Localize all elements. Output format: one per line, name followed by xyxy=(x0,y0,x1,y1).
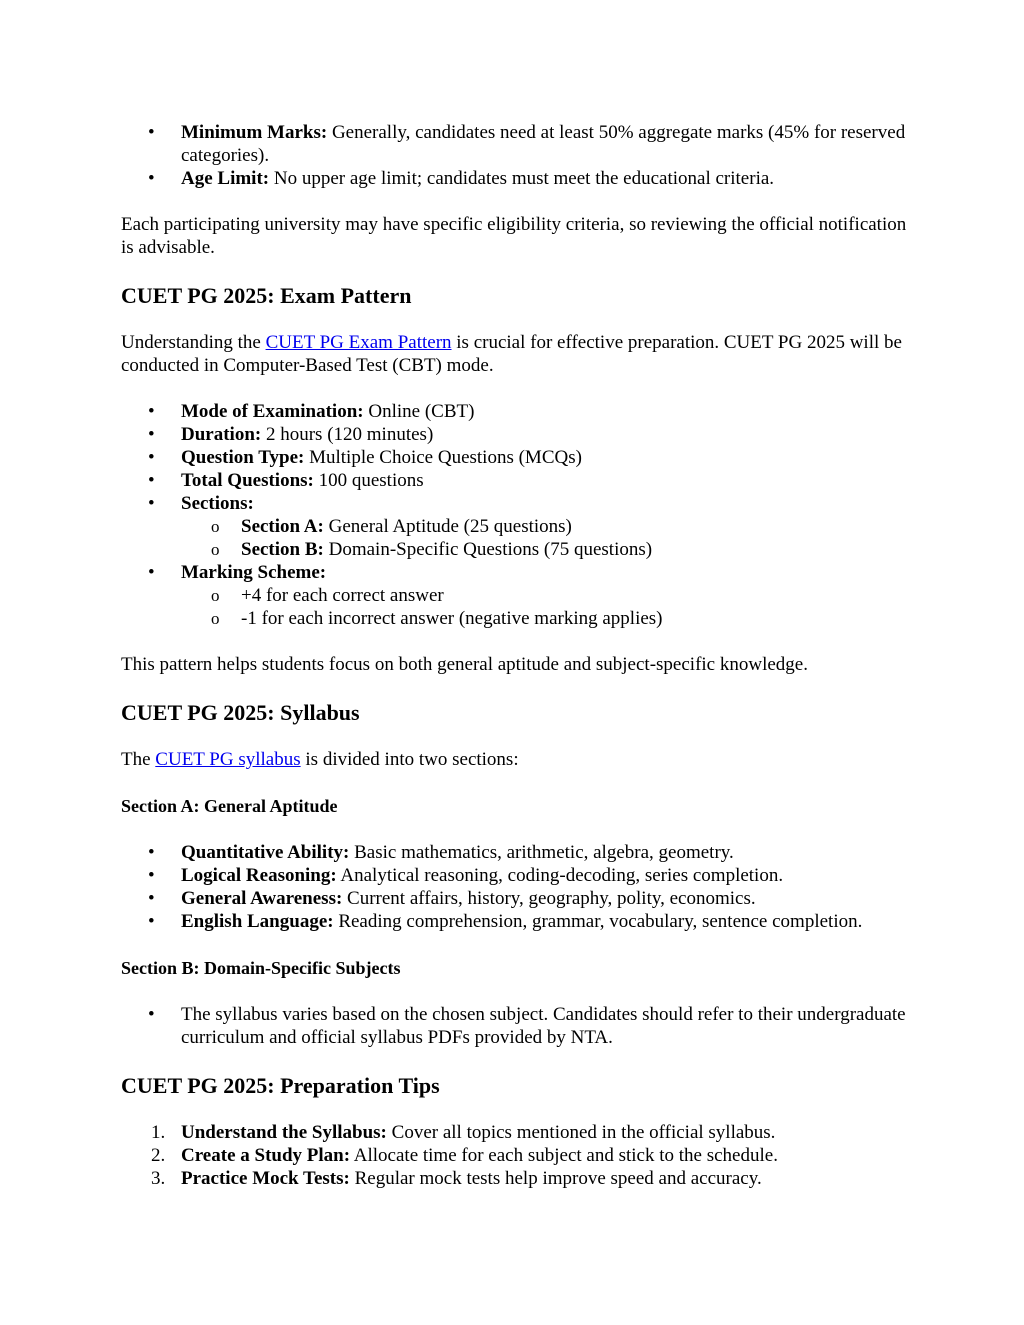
list-item xyxy=(121,1167,911,1190)
item-text: Multiple Choice Questions (MCQs) xyxy=(304,447,582,468)
bullet-icon: • xyxy=(148,562,155,583)
tips-list xyxy=(121,1121,911,1190)
item-text: Allocate time for each subject and stick to the schedule. xyxy=(350,1145,778,1166)
item-label: Create a Study Plan: xyxy=(181,1145,351,1166)
item-text: Reading comprehension, grammar, vocabulary, sentence completion. xyxy=(333,911,863,932)
item-text: General Aptitude (25 questions) xyxy=(323,516,572,537)
sub-bullet-icon: o xyxy=(211,540,220,559)
item-label: Minimum Marks: xyxy=(181,122,328,143)
item-label: Logical Reasoning: xyxy=(181,865,337,886)
item-text: -1 for each incorrect answer (negative marking applies) xyxy=(241,608,663,629)
tips-heading: CUET PG 2025: Preparation Tips xyxy=(121,1073,440,1098)
bullet-icon: • xyxy=(148,493,155,514)
item-label: English Language: xyxy=(181,911,334,932)
list-item xyxy=(121,910,911,933)
intro-text: Understanding the xyxy=(121,332,266,353)
bullet-icon: • xyxy=(148,470,155,491)
document-page xyxy=(121,121,911,1190)
exam-pattern-link[interactable]: CUET PG Exam Pattern xyxy=(265,332,452,353)
exam-pattern-heading: CUET PG 2025: Exam Pattern xyxy=(121,283,412,308)
syllabus-heading: CUET PG 2025: Syllabus xyxy=(121,700,360,725)
sub-list-item xyxy=(121,515,911,538)
item-text: Cover all topics mentioned in the official syllabus. xyxy=(386,1122,776,1143)
sub-bullet-icon: o xyxy=(211,586,220,605)
intro-text: is crucial for effective preparation. CUET PG 2025 will be conducted in Computer-Based Test (CBT) mode. xyxy=(121,332,902,376)
item-text: Online (CBT) xyxy=(363,401,475,422)
item-text: No upper age limit; candidates must meet the educational criteria. xyxy=(269,168,775,189)
item-text: 100 questions xyxy=(313,470,424,491)
syllabus-intro xyxy=(121,748,911,771)
exam-pattern-list xyxy=(121,400,911,630)
item-label: Section B: xyxy=(241,539,324,560)
exam-pattern-intro xyxy=(121,331,911,377)
section-a-list xyxy=(121,841,911,933)
section-b-list xyxy=(121,1003,911,1049)
item-text: Generally, candidates need at least 50% aggregate marks (45% for reserved categories). xyxy=(181,122,906,166)
eligibility-list xyxy=(121,121,911,190)
list-item xyxy=(121,492,911,515)
list-item xyxy=(121,1121,911,1144)
list-item xyxy=(121,1144,911,1167)
item-text: Current affairs, history, geography, polity, economics. xyxy=(342,888,756,909)
item-label: Quantitative Ability: xyxy=(181,842,350,863)
list-item xyxy=(121,121,911,167)
list-item xyxy=(121,423,911,446)
list-item xyxy=(121,1003,911,1049)
item-text: +4 for each correct answer xyxy=(241,585,444,606)
item-label: Practice Mock Tests: xyxy=(181,1168,350,1189)
item-text: Regular mock tests help improve speed and accuracy. xyxy=(349,1168,762,1189)
bullet-icon: • xyxy=(148,888,155,909)
item-label: Age Limit: xyxy=(181,168,270,189)
bullet-icon: • xyxy=(148,865,155,886)
item-text: Basic mathematics, arithmetic, algebra, geometry. xyxy=(349,842,734,863)
exam-pattern-closing: This pattern helps students focus on both general aptitude and subject-specific knowledge. xyxy=(121,654,808,675)
item-label: Mode of Examination: xyxy=(181,401,364,422)
sub-list-item xyxy=(121,538,911,561)
bullet-icon: • xyxy=(148,168,155,189)
item-label: Duration: xyxy=(181,424,262,445)
item-label: Marking Scheme: xyxy=(181,562,327,583)
section-a-heading: Section A: General Aptitude xyxy=(121,796,338,816)
bullet-icon: • xyxy=(148,911,155,932)
item-number: 2. xyxy=(151,1145,166,1166)
item-text: 2 hours (120 minutes) xyxy=(261,424,434,445)
sub-bullet-icon: o xyxy=(211,609,220,628)
item-label: Understand the Syllabus: xyxy=(181,1122,387,1143)
sub-bullet-icon: o xyxy=(211,517,220,536)
section-b-heading: Section B: Domain-Specific Subjects xyxy=(121,958,401,978)
item-text: Analytical reasoning, coding-decoding, series completion. xyxy=(336,865,784,886)
bullet-icon: • xyxy=(148,424,155,445)
list-item xyxy=(121,887,911,910)
list-item xyxy=(121,864,911,887)
list-item xyxy=(121,841,911,864)
bullet-icon: • xyxy=(148,401,155,422)
bullet-icon: • xyxy=(148,122,155,143)
bullet-icon: • xyxy=(148,1004,155,1025)
intro-text: The xyxy=(121,749,156,770)
sub-list-item xyxy=(121,584,911,607)
syllabus-link[interactable]: CUET PG syllabus xyxy=(155,749,301,770)
list-item xyxy=(121,167,911,190)
item-label: Sections: xyxy=(181,493,254,514)
item-text: Domain-Specific Questions (75 questions) xyxy=(323,539,653,560)
item-text: The syllabus varies based on the chosen subject. Candidates should refer to their undergraduate curriculum and official syllabus PDFs provided by NTA. xyxy=(181,1004,906,1048)
bullet-icon: • xyxy=(148,842,155,863)
item-label: Question Type: xyxy=(181,447,305,468)
sub-list-item xyxy=(121,607,911,630)
list-item xyxy=(121,400,911,423)
item-label: Section A: xyxy=(241,516,324,537)
item-number: 3. xyxy=(151,1168,166,1189)
list-item xyxy=(121,561,911,584)
list-item xyxy=(121,446,911,469)
item-label: Total Questions: xyxy=(181,470,314,491)
list-item xyxy=(121,469,911,492)
item-number: 1. xyxy=(151,1122,166,1143)
eligibility-note: Each participating university may have specific eligibility criteria, so reviewing the official notification is advisable. xyxy=(121,214,907,258)
item-label: General Awareness: xyxy=(181,888,343,909)
intro-text: is divided into two sections: xyxy=(300,749,519,770)
bullet-icon: • xyxy=(148,447,155,468)
